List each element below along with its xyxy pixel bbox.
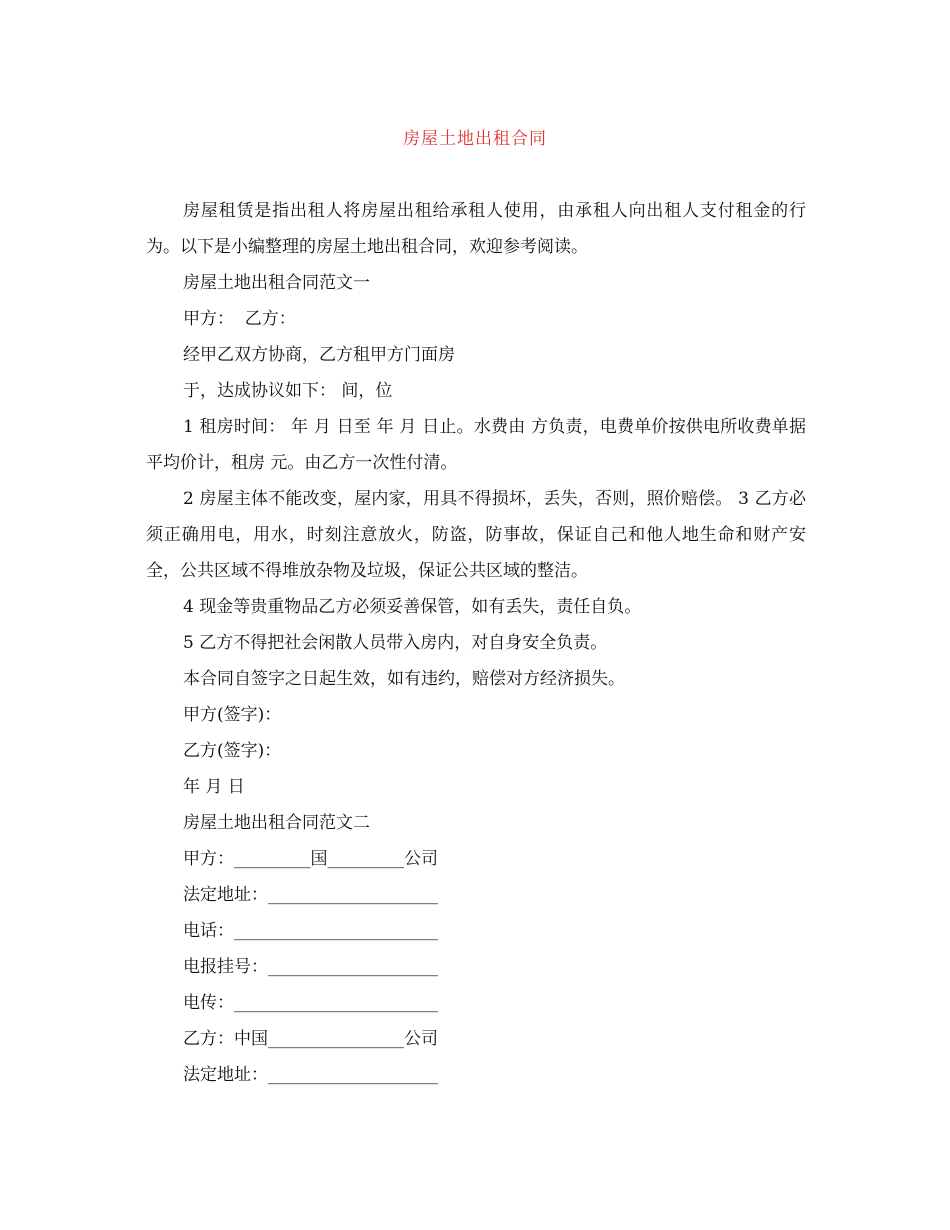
party-b-signature: 乙方(签字)： xyxy=(183,741,282,761)
document-title: 房屋土地出租合同 xyxy=(403,129,547,149)
intro-paragraph: 房屋租赁是指出租人将房屋出租给承租人使用，由承租人向出租人支付租金的行为。以下是小编整理的房屋土地出租合同，欢迎参考阅读。 xyxy=(146,201,806,257)
clause-1: 1 租房时间： 年 月 日至 年 月 日止。水费由 方负责，电费单价按供电所收费单据平均价计，租房 元。由乙方一次性付清。 xyxy=(146,417,806,473)
party-a-company: 甲方：_________国_________公司 xyxy=(183,849,438,869)
party-b-address: 法定地址：____________________ xyxy=(183,1065,438,1085)
party-a-phone: 电话：________________________ xyxy=(183,921,438,941)
agreement-line-2: 于，达成协议如下： 间，位 xyxy=(183,381,393,401)
document-body xyxy=(146,193,806,1093)
party-a-cable: 电报挂号：____________________ xyxy=(183,957,438,977)
party-b-company: 乙方：中国________________公司 xyxy=(183,1029,438,1049)
signature-date: 年 月 日 xyxy=(183,777,245,797)
clause-2-3: 2 房屋主体不能改变，屋内家，用具不得损坏，丢失，否则，照价赔偿。 3 乙方必须正确用电，用水，时刻注意放火，防盗，防事故，保证自己和他人地生命和财产安全，公共区域不得堆放杂物及垃圾，保证公共区域的整洁。 xyxy=(146,489,806,581)
parties-line: 甲方： 乙方： xyxy=(183,309,296,329)
effective-clause: 本合同自签字之日起生效，如有违约，赔偿对方经济损失。 xyxy=(183,669,625,689)
party-a-signature: 甲方(签字)： xyxy=(183,705,282,725)
clause-4: 4 现金等贵重物品乙方必须妥善保管，如有丢失，责任自负。 xyxy=(183,597,642,617)
clause-5: 5 乙方不得把社会闲散人员带入房内，对自身安全负责。 xyxy=(183,633,608,653)
agreement-line: 经甲乙双方协商，乙方租甲方门面房 xyxy=(183,345,455,365)
party-a-telex: 电传：________________________ xyxy=(183,993,438,1013)
section-heading-sample-1: 房屋土地出租合同范文一 xyxy=(183,273,370,293)
section-heading-sample-2: 房屋土地出租合同范文二 xyxy=(183,813,370,833)
party-a-address: 法定地址：____________________ xyxy=(183,885,438,905)
